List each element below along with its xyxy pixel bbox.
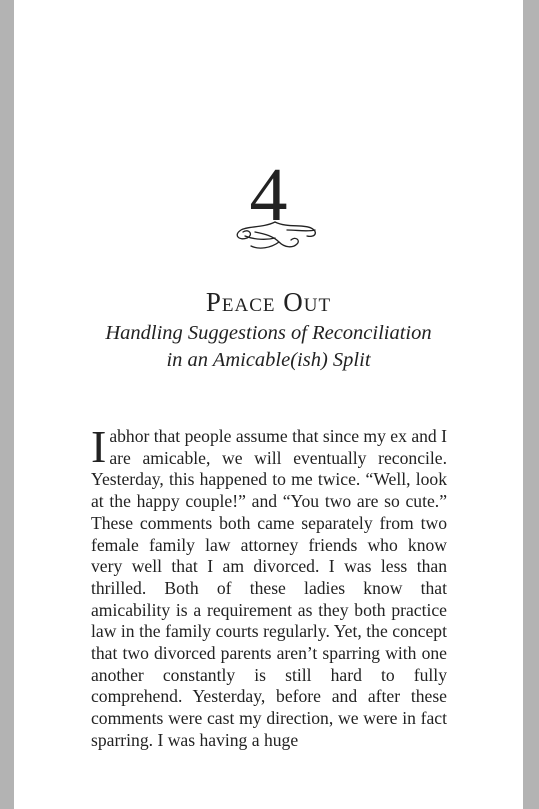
flourish-ornament-icon: [227, 214, 323, 254]
body-text: abhor that people assume that since my ex and I are amicable, we will eventually reconcile. Yesterday, this happened to me twice. “Well, look at the happy couple!” and “You two are so cute.” These comments both came separately from two female family law attorney friends who know very well that I am divorced. I was less than thrilled. Both of these ladies know that amicability is a requirement as they both practice law in the family courts regularly. Yet, the concept that two divorced parents aren’t sparring with one another constantly is still hard to fully comprehend. Yesterday, before and after these comments were cast my direction, we were in fact sparring. I was having a huge: [91, 426, 447, 750]
chapter-number: 4: [249, 153, 288, 237]
subtitle-line-1: Handling Suggestions of Reconciliation: [105, 322, 432, 344]
chapter-subtitle: [14, 320, 523, 374]
book-page: [14, 0, 523, 809]
drop-cap: I: [91, 421, 107, 472]
chapter-title: Peace Out: [205, 287, 332, 317]
body-paragraph: [91, 421, 447, 752]
subtitle-line-2: in an Amicable(ish) Split: [166, 349, 371, 371]
